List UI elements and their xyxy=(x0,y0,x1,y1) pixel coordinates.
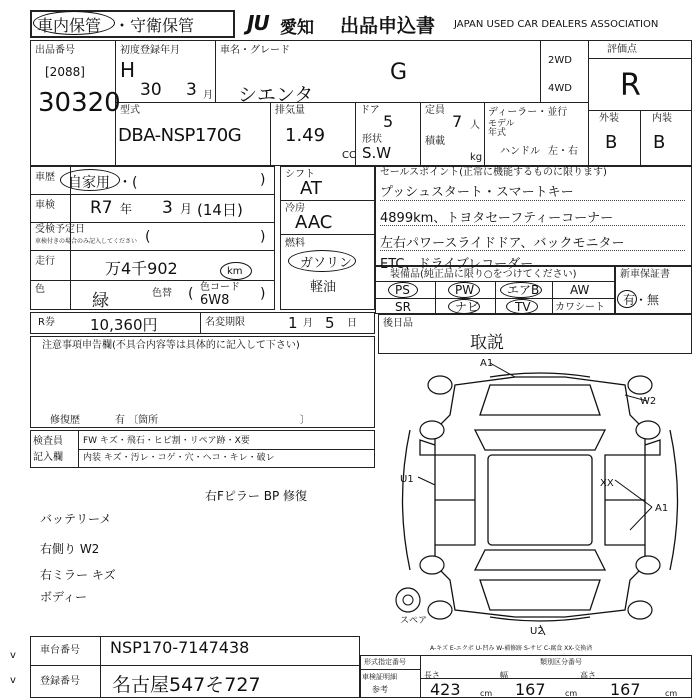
capacity-unit: 人 xyxy=(470,120,480,131)
history-label: 車歴 xyxy=(35,172,55,183)
equipment-label: 装備品(純正品に限り○をつけてください) xyxy=(390,269,577,280)
chassis-label: 車台番号 xyxy=(40,645,80,656)
equip-ps-circle xyxy=(388,282,418,298)
mileage-label: 走行 xyxy=(35,256,55,267)
ac-value: AAC xyxy=(295,212,333,233)
shape-label: 形状 xyxy=(362,134,382,145)
reg-era: H xyxy=(120,58,136,82)
equip-pw: PW xyxy=(455,283,475,297)
inspector-row-1: FW キズ・飛石・ヒビ割・リペア跡・X要 xyxy=(83,436,250,446)
ju-logo: JU xyxy=(247,11,269,35)
color-value: 緑 xyxy=(92,291,109,311)
remark-4: 右ミラー キズ xyxy=(40,568,116,582)
remark-1: 右Fピラー BP 修復 xyxy=(205,489,308,503)
model-label: 型式 xyxy=(120,105,140,116)
reg-month: 3 xyxy=(186,80,197,100)
damage-w2: W2 xyxy=(640,396,657,407)
shift-label: シフト xyxy=(285,169,315,180)
storage-sep: ・ xyxy=(114,16,131,35)
color-change-label: 色替 xyxy=(152,288,172,299)
repair-close: 〕 xyxy=(300,415,310,426)
fuel-label: 燃料 xyxy=(285,238,305,249)
shape-value: S.W xyxy=(362,144,392,162)
door-label: ドア xyxy=(360,105,380,116)
sales-point-2: 4899km、トヨタセーフティーコーナー xyxy=(380,211,614,226)
inspection-era: R7 xyxy=(90,198,113,218)
color-change-close: ) xyxy=(260,286,266,302)
later-label: 後日品 xyxy=(383,318,413,329)
repair-value: 有 〔箇所 xyxy=(115,415,159,426)
recycle-label: R券 xyxy=(38,317,55,328)
car-grade: G xyxy=(390,60,408,85)
inspection-month: 3 xyxy=(162,198,173,218)
name-change-month: 1 xyxy=(288,314,298,332)
fuel-gas: ガソリン xyxy=(300,256,353,271)
score-ext: B xyxy=(605,132,618,153)
spare-label: スペア xyxy=(400,616,428,626)
inspection-month-unit: 月 xyxy=(180,202,193,216)
sales-point-1: プッシュスタート・スマートキー xyxy=(380,185,574,200)
score-int: B xyxy=(653,132,666,153)
cc-unit: CC xyxy=(342,150,356,161)
association-name: JAPAN USED CAR DEALERS ASSOCIATION xyxy=(454,19,659,30)
sales-label: セールスポイント(正常に機能するものに限ります) xyxy=(380,167,607,178)
form-title: 出品申込書 xyxy=(340,15,436,37)
damage-xx: XX xyxy=(600,478,614,489)
color-label: 色 xyxy=(35,284,45,295)
capacity-value: 7 xyxy=(452,112,463,131)
dims-height-label: 高さ xyxy=(580,671,596,680)
chassis-value: NSP170-7147438 xyxy=(110,638,250,657)
score-int-label: 内装 xyxy=(652,113,672,124)
receipt-note: 車検付きの場合のみ記入してください xyxy=(35,238,138,245)
color-code: 6W8 xyxy=(200,293,230,308)
damage-a1: A1 xyxy=(480,358,494,369)
name-change-label: 名変期限 xyxy=(205,317,245,328)
warranty-label: 新車保証書 xyxy=(620,269,670,280)
reg-label: 初度登録年月 xyxy=(120,45,180,56)
color-code-label: 色コード xyxy=(200,282,240,293)
dims-class-label: 類別区分番号 xyxy=(540,658,582,666)
name-change-day: 5 xyxy=(325,314,335,332)
dims-length-cm: cm xyxy=(480,689,493,698)
reg-month-unit: 月 xyxy=(203,90,213,101)
lot-small: [2088] xyxy=(45,65,85,79)
history-rest: ・( xyxy=(118,175,138,191)
inspector-row-2: 内装 キズ・汚レ・コゲ・穴・ヘコ・キレ・破レ xyxy=(83,453,275,463)
car-name-label: 車名・グレード xyxy=(220,45,290,56)
recycle-value: 10,360円 xyxy=(90,316,158,334)
name-change-day-unit: 日 xyxy=(347,318,357,329)
reg-number-value: 名古屋547そ727 xyxy=(112,674,261,696)
dims-length-label: 長さ xyxy=(424,671,440,680)
handle-option: 左・右 xyxy=(548,146,578,157)
equip-sr: SR xyxy=(395,300,411,314)
dims-width: 167 xyxy=(515,680,546,699)
reg-number-label: 登録番号 xyxy=(40,676,80,687)
warranty-value: 有・無 xyxy=(623,293,660,307)
damage-u2: U2 xyxy=(530,626,544,637)
dims-title: 形式指定番号 xyxy=(364,658,406,666)
damage-legend: A-キズ E-エクボ U-凹み W-補修跡 S-サビ C-腐食 XX-交換済 xyxy=(430,645,593,652)
inspector-label-1: 検査員 xyxy=(33,436,63,447)
damage-u1: U1 xyxy=(400,474,414,485)
score-ext-label: 外装 xyxy=(599,113,619,124)
storage-type-car: 車内保管 xyxy=(37,16,102,35)
margin-check-2: v xyxy=(10,675,16,686)
reg-year: 30 xyxy=(140,80,162,100)
lot-number: 30320 xyxy=(38,88,121,118)
equip-navi: ナビ xyxy=(455,300,480,314)
later-value: 取説 xyxy=(470,333,504,353)
inspection-label: 車検 xyxy=(35,200,55,211)
equip-navi-circle xyxy=(448,299,480,314)
model-value: DBA-NSP170G xyxy=(118,125,242,146)
score-label: 評価点 xyxy=(607,44,637,55)
notes-label: 注意事項申告欄(不具合内容等は具体的に記入して下さい) xyxy=(42,340,300,351)
later-block xyxy=(378,314,692,354)
car-name: シエンタ xyxy=(238,84,314,106)
dims-ref-label: 参考 xyxy=(372,685,388,694)
receipt-label: 受検予定日 xyxy=(35,224,85,235)
inspection-day: (14日) xyxy=(197,201,243,219)
receipt-open: ( xyxy=(145,229,151,245)
remark-5: ボディー xyxy=(40,590,88,604)
inspector-label-2: 記入欄 xyxy=(33,452,63,463)
drive-2wd: 2WD xyxy=(548,55,572,66)
load-unit: kg xyxy=(470,152,483,163)
equip-ps: PS xyxy=(395,283,410,297)
margin-check-1: v xyxy=(10,650,16,661)
warranty-circle xyxy=(617,290,637,308)
equip-pw-circle xyxy=(448,282,480,298)
equip-tv: TV xyxy=(515,300,531,314)
dims-cert-label: 車検証明細 xyxy=(362,673,397,681)
mileage-unit: km xyxy=(227,266,243,277)
history-value: 自家用 xyxy=(68,175,110,191)
score-value: R xyxy=(620,68,641,103)
equip-airbag-circle xyxy=(500,282,542,298)
equip-aw: AW xyxy=(570,283,590,297)
recycle-block xyxy=(30,312,375,334)
repair-label: 修復歴 xyxy=(50,415,80,426)
load-label: 積載 xyxy=(425,136,445,147)
storage-circle xyxy=(33,11,115,35)
door-value: 5 xyxy=(383,112,394,131)
sales-point-4: ETC、ドライブレコーダー xyxy=(380,257,534,272)
dims-height: 167 xyxy=(610,680,641,699)
receipt-close: ) xyxy=(260,229,266,245)
damage-a1-b: A1 xyxy=(655,503,669,514)
org-name: 愛知 xyxy=(280,18,314,38)
color-change-open: ( xyxy=(188,286,194,302)
dims-length: 423 xyxy=(430,680,461,699)
equip-airbag: エアB xyxy=(507,283,540,297)
shift-value: AT xyxy=(300,178,322,199)
drive-4wd: 4WD xyxy=(548,83,572,94)
equip-seat: カワシート xyxy=(555,302,605,313)
fuel-diesel: 軽油 xyxy=(310,280,337,295)
dealer-label: ディーラー・並行 xyxy=(488,107,568,118)
dims-width-label: 幅 xyxy=(500,671,508,680)
handle-label: ハンドル xyxy=(500,146,540,157)
remark-3: 右側り W2 xyxy=(40,542,100,556)
ac-label: 冷房 xyxy=(285,203,305,214)
mileage-value: 万4千902 xyxy=(105,259,178,278)
storage-type-guard: 守衛保管 xyxy=(130,16,195,35)
dims-width-cm: cm xyxy=(565,689,578,698)
disp-value: 1.49 xyxy=(285,125,326,146)
model-year-label: モデル 年式 xyxy=(488,119,515,138)
inspection-year-unit: 年 xyxy=(120,202,133,216)
remark-2: バッテリーメ xyxy=(40,512,112,526)
disp-label: 排気量 xyxy=(275,105,305,116)
name-change-month-unit: 月 xyxy=(303,318,313,329)
dims-height-cm: cm xyxy=(665,689,678,698)
sales-point-3: 左右パワースライドドア、バックモニター xyxy=(380,236,625,251)
capacity-label: 定員 xyxy=(425,105,445,116)
lot-label: 出品番号 xyxy=(35,45,75,56)
equip-tv-circle xyxy=(506,299,538,314)
history-close: ) xyxy=(260,172,266,188)
